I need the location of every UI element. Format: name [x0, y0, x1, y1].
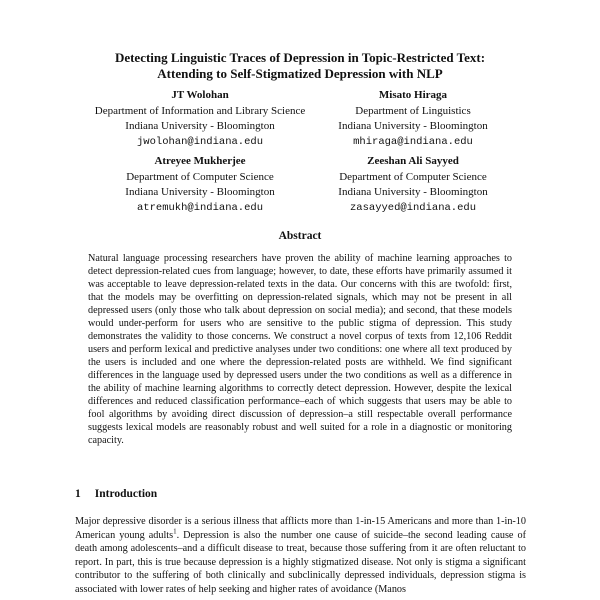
author-name: Zeeshan Ali Sayyed	[367, 155, 459, 167]
author-email: atremukh@indiana.edu	[136, 201, 264, 214]
author-block-2	[293, 88, 533, 150]
author-name: JT Wolohan	[171, 89, 229, 101]
author-department: Department of Linguistics	[355, 104, 471, 117]
author-affiliation: Indiana University - Bloomington	[338, 186, 488, 198]
author-affiliation: Indiana University - Bloomington	[125, 120, 275, 132]
title-line-2: Attending to Self-Stigmatized Depression with NLP	[157, 66, 443, 81]
author-department: Department of Computer Science	[126, 170, 274, 183]
introduction-text	[75, 515, 526, 597]
author-email: mhiraga@indiana.edu	[353, 135, 473, 148]
author-email: zasayyed@indiana.edu	[349, 201, 477, 214]
intro-text-part-2: . Depression is also the number one cause of suicide–the second leading cause of death among adolescents–and a difficult disease to treat, because those suffering from it are often reluctant to report. In part, this is true because depression is a highly stigmatized disease. Not only is stigma a significant contributor to the suffering of both clinically and subclinically depressed individuals, depression stigma is associated with lower rates of help seeking and higher rates of avoidance (Manos	[75, 529, 526, 595]
author-block-1	[80, 88, 320, 150]
author-block-4	[293, 154, 533, 216]
author-name: Misato Hiraga	[378, 89, 448, 101]
section-heading	[75, 488, 157, 500]
section-number: 1	[75, 488, 81, 500]
author-email: jwolohan@indiana.edu	[136, 135, 264, 148]
author-affiliation: Indiana University - Bloomington	[338, 120, 488, 132]
author-department: Department of Information and Library Science	[94, 104, 306, 117]
author-block-3	[80, 154, 320, 216]
abstract-text: Natural language processing researchers have proven the ability of machine learning approaches to detect depression-related cues from language; however, to date, these efforts have primarily assumed it was acceptable to leave depression-related texts in the data. Our concerns with this are twofold: first, that the models may be overfitting on depression-related signals, which may not be present in all depressed users (only those who talk about depression on social media); and second, that these models would under-perform for users who are sensitive to the public stigma of depression. This study demonstrates the validity to those concerns. We construct a novel corpus of texts from 12,106 Reddit users and perform lexical and predictive analyses under two conditions: one where all text produced by the users is included and one where the depression-related posts are withheld. We find significant differences in the language used by depressed users under the two conditions as well as a difference in the ability of machine learning algorithms to correctly detect depression. However, despite the lexical differences and reduced classification performance–each of which suggests that users may be able to fool algorithms by avoiding direct discussion of depression–a still respectable overall performance suggests lexical models are reasonably robust and well suited for a role in a diagnostic or monitoring capacity.	[88, 253, 512, 446]
abstract-heading: Abstract	[278, 230, 322, 242]
paper-title	[60, 50, 540, 82]
author-department: Department of Computer Science	[339, 170, 487, 183]
intro-text-part-1: Major depressive disorder is a serious illness that afflicts more than 1-in-15 Americans and more than 1-in-10 American young adults	[75, 516, 526, 541]
title-line-1: Detecting Linguistic Traces of Depression in Topic-Restricted Text:	[114, 50, 486, 65]
section-title: Introduction	[94, 488, 158, 500]
footnote-marker[interactable]: 1	[173, 527, 177, 536]
author-affiliation: Indiana University - Bloomington	[125, 186, 275, 198]
author-name: Atreyee Mukherjee	[154, 155, 246, 167]
